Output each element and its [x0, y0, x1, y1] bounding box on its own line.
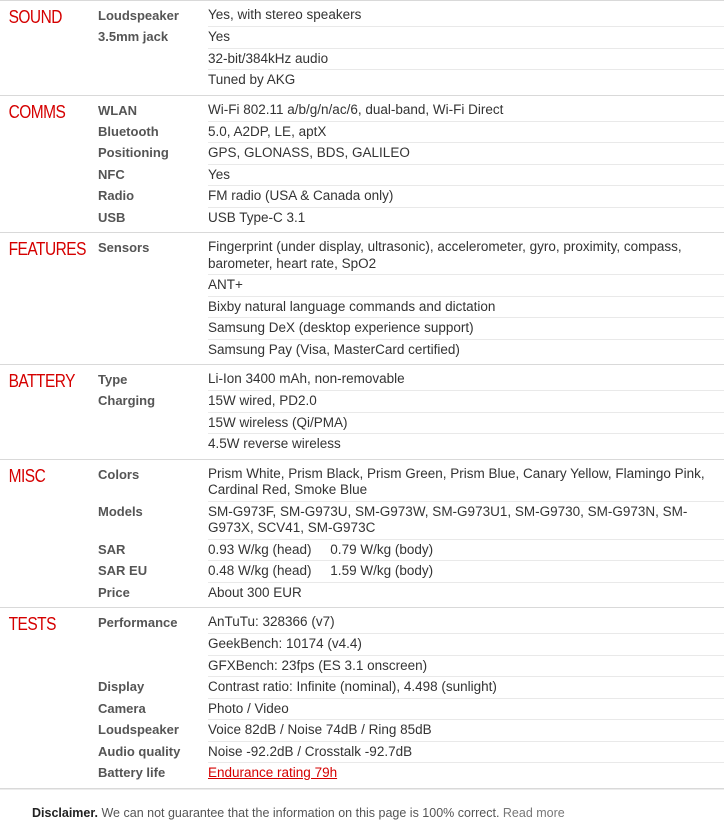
spec-value	[208, 501, 724, 539]
spec-value-text: Voice 82dB / Noise 74dB / Ring 85dB	[208, 722, 432, 737]
spec-row	[88, 390, 724, 412]
spec-value-text: FM radio (USA & Canada only)	[208, 188, 394, 203]
spec-value	[208, 412, 724, 434]
spec-value	[208, 164, 724, 186]
spec-row	[88, 412, 724, 434]
spec-key: Camera	[98, 700, 146, 716]
spec-value-text: AnTuTu: 328366 (v7)	[208, 614, 335, 629]
spec-row	[88, 26, 724, 48]
spec-value	[208, 317, 724, 339]
spec-value-text: Yes	[208, 29, 231, 44]
spec-value-text: 4.5W reverse wireless	[208, 436, 341, 451]
spec-key: Display	[98, 679, 145, 694]
spec-key: Loudspeaker	[98, 722, 179, 737]
spec-value-text: 0.93 W/kg (head) 0.79 W/kg (body)	[208, 541, 434, 557]
spec-value	[208, 464, 724, 501]
spec-value-text: Photo / Video	[208, 700, 289, 716]
section-title: COMMS	[8, 101, 66, 122]
spec-key: Positioning	[98, 145, 169, 160]
read-more-link[interactable]: Read more	[502, 805, 565, 820]
spec-key	[88, 433, 208, 455]
spec-key: USB	[98, 209, 126, 225]
spec-row	[88, 274, 724, 296]
spec-key: Models	[98, 503, 143, 519]
spec-key	[88, 633, 208, 655]
spec-value-text: 15W wireless (Qi/PMA)	[208, 414, 348, 430]
spec-key: SAR EU	[98, 563, 148, 578]
spec-key	[88, 274, 208, 296]
spec-value-text: About 300 EUR	[208, 584, 302, 600]
spec-rows	[88, 96, 724, 233]
spec-value	[208, 69, 724, 91]
spec-key: Sensors	[98, 240, 150, 255]
spec-value-text: GPS, GLONASS, BDS, GALILEO	[208, 145, 410, 160]
spec-row	[88, 655, 724, 677]
spec-section-misc	[0, 460, 724, 609]
spec-value-text: SM-G973F, SM-G973U, SM-G973W, SM-G973U1, SM-G9730, SM-G973N, SM-G973X, SCV41, SM-G973C	[208, 503, 688, 535]
spec-row	[88, 433, 724, 455]
spec-value-text: Yes	[208, 166, 231, 182]
spec-value	[208, 741, 724, 763]
spec-section-features	[0, 233, 724, 365]
spec-row	[88, 317, 724, 339]
disclaimer-label: Disclaimer.	[32, 805, 99, 820]
spec-value-text: Li-Ion 3400 mAh, non-removable	[208, 371, 405, 386]
spec-row	[88, 69, 724, 91]
spec-value-text: Contrast ratio: Infinite (nominal), 4.498 (sunlight)	[208, 679, 497, 694]
spec-key: SAR	[98, 541, 126, 557]
spec-value	[208, 676, 724, 698]
spec-value	[208, 207, 724, 229]
spec-row	[88, 612, 724, 633]
spec-key: Radio	[98, 188, 135, 203]
endurance-rating-link[interactable]: Endurance rating 79h	[208, 765, 338, 780]
spec-key: Performance	[98, 615, 178, 630]
spec-value	[208, 48, 724, 70]
spec-rows	[88, 365, 724, 459]
spec-row	[88, 185, 724, 207]
spec-row	[88, 501, 724, 539]
spec-row	[88, 539, 724, 561]
spec-key: Loudspeaker	[98, 8, 179, 23]
section-title: FEATURES	[8, 239, 86, 259]
spec-key: NFC	[98, 166, 125, 182]
spec-section-tests	[0, 608, 724, 789]
spec-value	[208, 185, 724, 207]
spec-row	[88, 296, 724, 318]
section-title: MISC	[8, 465, 46, 486]
spec-row	[88, 633, 724, 655]
spec-row	[88, 207, 724, 229]
spec-key	[88, 412, 208, 434]
spec-value	[208, 100, 724, 121]
spec-key	[88, 296, 208, 318]
disclaimer	[0, 789, 724, 829]
spec-value	[208, 539, 724, 561]
spec-value-text: GeekBench: 10174 (v4.4)	[208, 636, 362, 651]
spec-value	[208, 296, 724, 318]
spec-value-text: Prism White, Prism Black, Prism Green, Prism Blue, Canary Yellow, Flamingo Pink, Cardinal Red, Smoke Blue	[208, 465, 709, 497]
spec-value	[208, 5, 724, 26]
spec-key: Battery life	[98, 765, 166, 780]
spec-row	[88, 560, 724, 582]
spec-key	[88, 48, 208, 70]
spec-value	[208, 582, 724, 604]
spec-key: WLAN	[98, 102, 137, 118]
spec-value	[208, 26, 724, 48]
spec-row	[88, 5, 724, 26]
spec-key: Type	[98, 372, 128, 387]
spec-row	[88, 237, 724, 274]
spec-section-battery	[0, 365, 724, 460]
spec-value-text: Samsung Pay (Visa, MasterCard certified)	[208, 341, 460, 357]
spec-row	[88, 121, 724, 143]
spec-value	[208, 339, 724, 361]
spec-key: 3.5mm jack	[98, 29, 169, 44]
spec-row	[88, 48, 724, 70]
spec-key	[88, 339, 208, 361]
spec-value-text: USB Type-C 3.1	[208, 209, 306, 225]
spec-row	[88, 676, 724, 698]
spec-value	[208, 698, 724, 720]
spec-key: Price	[98, 584, 130, 600]
spec-row	[88, 164, 724, 186]
spec-value-text: 5.0, A2DP, LE, aptX	[208, 123, 327, 139]
spec-value	[208, 390, 724, 412]
spec-value-text: 15W wired, PD2.0	[208, 393, 317, 408]
spec-value	[208, 719, 724, 741]
spec-section-comms	[0, 96, 724, 234]
spec-section-sound	[0, 0, 724, 96]
spec-key	[88, 655, 208, 677]
spec-row	[88, 369, 724, 390]
spec-value-text: ANT+	[208, 277, 243, 292]
spec-value	[208, 612, 724, 633]
spec-key: Colors	[98, 466, 140, 482]
section-title: SOUND	[8, 7, 62, 27]
spec-row	[88, 339, 724, 361]
spec-row	[88, 741, 724, 763]
spec-value-text: Bixby natural language commands and dictation	[208, 298, 496, 314]
spec-rows	[88, 608, 724, 788]
disclaimer-text: We can not guarantee that the information on this page is 100% correct.	[98, 805, 503, 820]
spec-row	[88, 100, 724, 121]
spec-row	[88, 698, 724, 720]
spec-value	[208, 655, 724, 677]
spec-row	[88, 719, 724, 741]
spec-value-text: 0.48 W/kg (head) 1.59 W/kg (body)	[208, 563, 434, 578]
spec-value-text: 32-bit/384kHz audio	[208, 50, 329, 66]
spec-value-text: Noise -92.2dB / Crosstalk -92.7dB	[208, 743, 413, 759]
section-title: BATTERY	[8, 371, 75, 391]
spec-value-text: Fingerprint (under display, ultrasonic), accelerometer, gyro, proximity, compass, barometer, heart rate, SpO2	[208, 239, 686, 271]
spec-key	[88, 69, 208, 91]
spec-value	[208, 633, 724, 655]
spec-key: Bluetooth	[98, 123, 159, 139]
spec-value-text: Yes, with stereo speakers	[208, 7, 362, 22]
spec-value	[208, 237, 724, 274]
spec-row	[88, 582, 724, 604]
spec-value	[208, 762, 724, 784]
spec-row	[88, 142, 724, 164]
spec-value-text: Samsung DeX (desktop experience support)	[208, 320, 474, 335]
section-title: TESTS	[8, 614, 56, 634]
spec-key	[88, 317, 208, 339]
spec-value	[208, 121, 724, 143]
spec-value-text: Wi-Fi 802.11 a/b/g/n/ac/6, dual-band, Wi-Fi Direct	[208, 101, 504, 117]
spec-value-text: GFXBench: 23fps (ES 3.1 onscreen)	[208, 657, 428, 673]
spec-row	[88, 464, 724, 501]
spec-row	[88, 762, 724, 784]
spec-key: Audio quality	[98, 743, 181, 759]
spec-value	[208, 142, 724, 164]
spec-value-text: Tuned by AKG	[208, 72, 296, 87]
spec-value	[208, 560, 724, 582]
spec-rows	[88, 460, 724, 608]
spec-value	[208, 274, 724, 296]
spec-rows	[88, 1, 724, 95]
spec-value	[208, 369, 724, 390]
spec-rows	[88, 233, 724, 364]
spec-key: Charging	[98, 393, 156, 408]
spec-value	[208, 433, 724, 455]
